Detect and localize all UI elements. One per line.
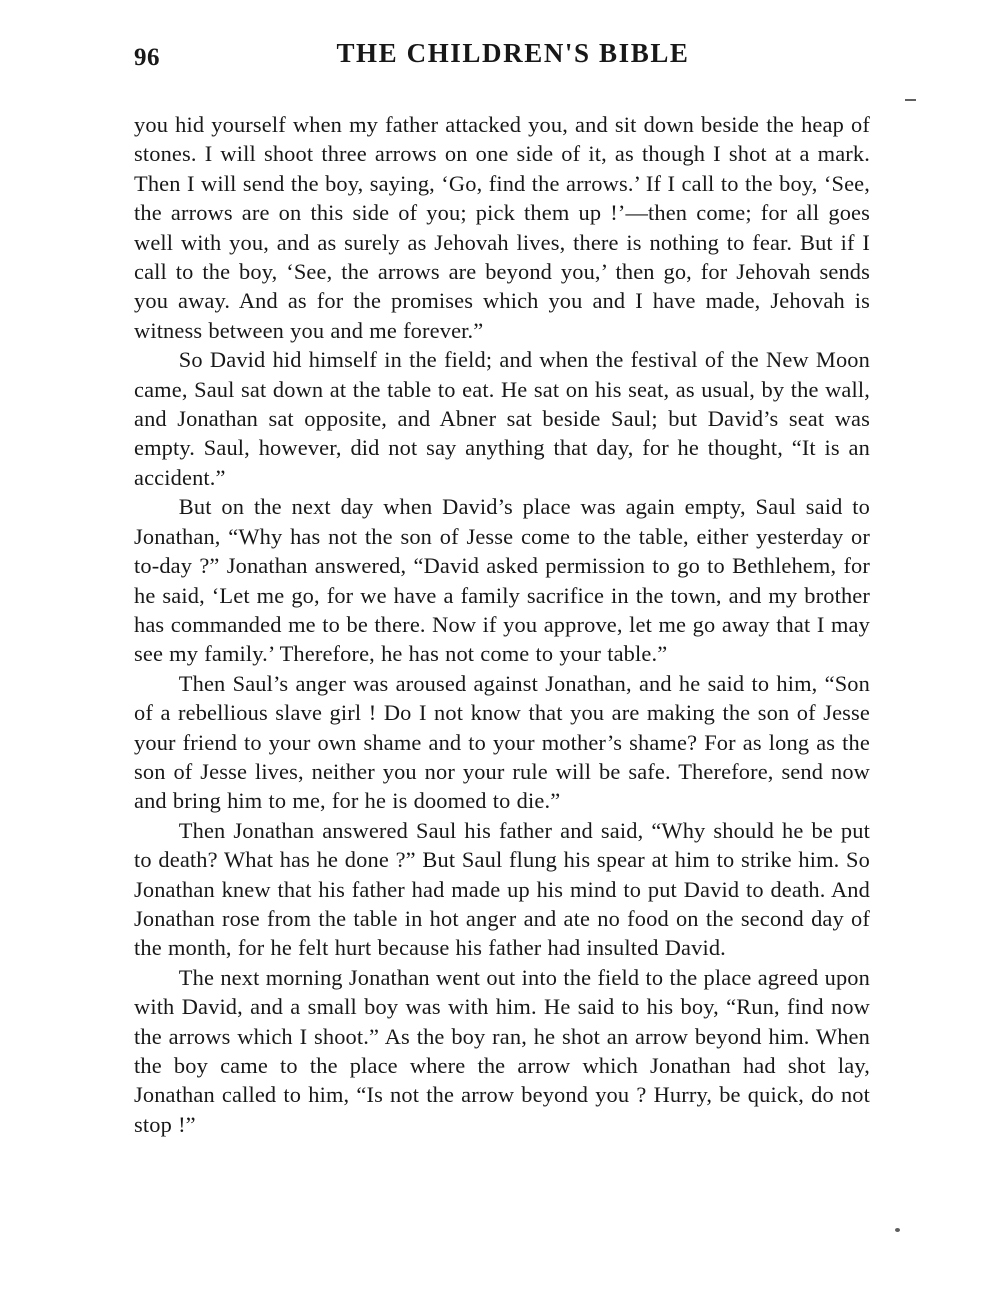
paragraph: Then Jonathan answered Saul his father and said, “Why should he be put to death? What has he done ?” But Saul flung his spear at him to strike him. So Jonathan knew that his father had made up his mind to put David to death. And Jonathan rose from the table in hot anger and ate no food on the second day of the month, for he felt hurt because his father had insulted David. xyxy=(134,817,870,961)
print-speck xyxy=(905,99,916,101)
running-title: THE CHILDREN'S BIBLE xyxy=(336,38,690,68)
paragraph: So David hid himself in the field; and when the festival of the New Moon came, Saul sat down at the table to eat. He sat on his seat, as usual, by the wall, and Jonathan sat opposite, and Abner sat beside Saul; but David’s seat was empty. Saul, however, did not say anything that day, for he thought, “It is an accident.” xyxy=(134,347,870,490)
paragraph: But on the next day when David’s place was again empty, Saul said to Jonathan, “Why has not the son of Jesse come to the table, either yesterday or to-day ?” Jonathan answered, “David asked permission to go to Bethlehem, for he said, ‘Let me go, for we have a family sacrifice in the town, and my brother has commanded me to be there. Now if you approve, let me go away that I may see my family.’ Therefore, he has not come to your table.” xyxy=(134,494,870,667)
paragraph: you hid yourself when my father attacked you, and sit down beside the heap of stones. I will shoot three arrows on one side of it, as though I shot at a mark. Then I will send the boy, saying, ‘Go, find the arrows.’ If I call to the boy, ‘See, the arrows are on this side of you; pick them up !’—then come; for all goes well with you, and as surely as Jehovah lives, there is nothing to fear. But if I call to the boy, ‘See, the arrows are beyond you,’ then go, for Jehovah sends you away. And as for the promises which you and I have made, Jehovah is witness between you and me forever.” xyxy=(134,112,870,343)
paragraph: The next morning Jonathan went out into the field to the place agreed upon with David, and a small boy was with him. He said to his boy, “Run, find now the arrows which I shoot.” As the boy ran, he shot an arrow beyond him. When the boy came to the place where the arrow which Jonathan had shot lay, Jonathan called to him, “Is not the arrow beyond you ? Hurry, be quick, do not stop !” xyxy=(134,964,870,1137)
print-speck xyxy=(895,1228,900,1232)
paragraph: Then Saul’s anger was aroused against Jonathan, and he said to him, “Son of a rebellious slave girl ! Do I not know that you are making the son of Jesse your friend to your own shame and to your mother’s shame? For as long as the son of Jesse lives, neither you nor your rule will be safe. Therefore, send now and bring him to me, for he is doomed to die.” xyxy=(134,670,870,814)
page-number: 96 xyxy=(134,44,160,71)
page-header xyxy=(72,38,928,84)
page-body xyxy=(72,110,928,1139)
